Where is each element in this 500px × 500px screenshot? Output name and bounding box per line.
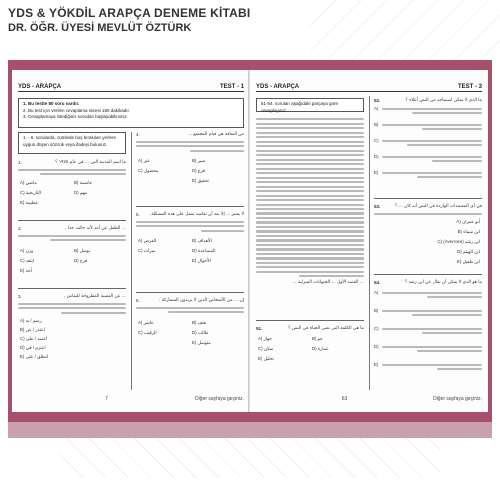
option-e[interactable]: E) أخذ: [20, 267, 32, 273]
question-text: ما الذي لا يمكن استنتاجه من النص أعلاه ؟: [405, 98, 482, 103]
question-2: [18, 226, 126, 278]
question-1: [18, 160, 126, 210]
option-e[interactable]: E) تحليل: [258, 356, 274, 362]
option-c[interactable]: C) سكن: [258, 346, 274, 352]
page-subject: YDS - ARAPÇA: [256, 84, 300, 90]
option-d[interactable]: D): [374, 154, 379, 160]
option-b[interactable]: B) توسل: [74, 247, 91, 253]
page-number: 63: [341, 396, 348, 402]
option-e[interactable]: E) عظيمة: [20, 199, 39, 205]
option-e[interactable]: E) تحقيق: [192, 178, 209, 184]
test-number: TEST - 1: [219, 84, 244, 90]
page-header: [18, 82, 244, 92]
option-a[interactable]: A) عبر: [138, 158, 150, 164]
option-d[interactable]: D) مهم: [74, 189, 88, 195]
question-53: [374, 204, 482, 269]
question-5: [136, 212, 244, 270]
option-c[interactable]: C) التاريخية: [20, 189, 41, 195]
question-4: [136, 132, 244, 188]
option-b[interactable]: B) عاصمة: [74, 179, 93, 185]
page-header: [256, 82, 482, 92]
rule-item: 2. Bu test için verilen cevaplama süresi 180 dakikadır.: [23, 107, 131, 113]
option-a[interactable]: A): [374, 290, 379, 296]
rule-item: 3. Cevaplamaya istediğiniz sorudan başlayabilirsiniz.: [23, 114, 129, 119]
question-number: 6.: [136, 298, 140, 303]
decorative-pattern: [310, 0, 500, 60]
question-54: [374, 280, 482, 386]
option-e[interactable]: E) ابن طفيل: [457, 259, 480, 265]
book-frame-bottom: [8, 422, 492, 438]
question-text: في أي المعتمدات الواردة في النص أنه كان ... ؟: [394, 204, 482, 209]
option-e[interactable]: E): [374, 362, 379, 368]
page-footer: [18, 396, 244, 402]
question-text: ما اسم المدينة التي ... في عام ١٩٧٥ ؟: [55, 160, 126, 165]
option-b[interactable]: B) جو: [312, 336, 323, 342]
option-a[interactable]: A) أبو عمران: [456, 219, 480, 225]
option-e[interactable]: E): [374, 170, 379, 176]
option-c[interactable]: C) ميراث: [138, 248, 156, 254]
next-page-label: Diğer sayfaya geçiniz.: [433, 396, 482, 402]
option-c[interactable]: C) ابتعد: [20, 257, 35, 263]
question-text: ... الطفل عن أمه لأنه خائف جدا .: [64, 226, 126, 231]
instruction-box: 51-54. soruları aşağıdaki parçaya göre cevaplayınız.: [256, 98, 364, 112]
option-b[interactable]: B) اعتذر / عن: [20, 327, 45, 333]
question-text: ... عن القضية المطروحة للنقاش .: [63, 294, 126, 299]
option-c[interactable]: C) اعتمد / على: [20, 336, 48, 342]
option-c[interactable]: C) (Averroes) ابن رشد: [437, 239, 480, 245]
option-c[interactable]: C) محصول: [138, 168, 159, 174]
option-c[interactable]: C): [374, 326, 379, 332]
question-51: [256, 326, 364, 366]
next-page-label: Diğer sayfaya geçiniz.: [195, 396, 244, 402]
question-number: 52.: [374, 98, 381, 103]
question-3: [18, 294, 126, 364]
option-c[interactable]: C) الرقيب: [138, 329, 157, 335]
test-number: TEST - 3: [457, 84, 482, 90]
question-number: 53.: [374, 204, 381, 209]
question-number: 51.: [256, 326, 263, 331]
option-b[interactable]: B) الأهداف: [192, 238, 212, 244]
option-e[interactable]: E) انطلق / على: [20, 354, 49, 360]
option-d[interactable]: D) طالب: [192, 329, 209, 335]
instruction-box: 1. - 6. sorularda, cümlede boş bırakılan yerlere uygun düşen sözcük veya ifadeyi bulunuz.: [18, 132, 126, 154]
option-d[interactable]: D) فرح: [74, 257, 88, 263]
question-number: 3.: [18, 294, 22, 299]
question-text: لا يعتبر ... إلا بعد أن نقاشه يعمل على هذه المشكلة .: [148, 212, 244, 217]
option-b[interactable]: B): [374, 308, 379, 314]
option-a[interactable]: A) رسم / به: [20, 318, 42, 324]
option-a[interactable]: A): [374, 106, 379, 112]
rule-item: 1. Bu testte 80 soru vardır.: [23, 101, 80, 106]
option-d[interactable]: D) ابن الهيثم: [456, 249, 480, 255]
book-author: DR. ÖĞR. ÜYESİ MEVLÜT ÖZTÜRK: [8, 22, 192, 34]
left-page: [12, 70, 250, 412]
option-a[interactable]: A) الفرص: [138, 238, 157, 244]
option-d[interactable]: D): [374, 344, 379, 350]
question-6: [136, 298, 244, 352]
question-number: 2.: [18, 226, 22, 231]
page-number: 7: [105, 396, 108, 402]
page-subject: YDS - ARAPÇA: [18, 84, 62, 90]
option-b[interactable]: B) هتف: [192, 319, 206, 325]
option-d[interactable]: D) قرع: [192, 168, 206, 174]
book-title: YDS & YÖKDİL ARAPÇA DENEME KİTABI: [8, 6, 251, 20]
option-d[interactable]: D) المساعدة: [192, 248, 216, 254]
option-b[interactable]: B) ابن سيناء: [457, 229, 480, 235]
option-a[interactable]: A) عاشر: [138, 319, 154, 325]
option-b[interactable]: B) سير: [192, 158, 206, 164]
option-d[interactable]: D) عمارة: [312, 346, 329, 352]
option-e[interactable]: E) الأحوال: [192, 258, 211, 264]
question-text: ما هو الذي لا يمكن أن يقال عن ابن رشد ؟: [404, 280, 482, 285]
question-text: إن ... من الأشخاص الذين لا يريدون المشاركة .: [158, 298, 244, 303]
decorative-pattern-bottom: [60, 438, 440, 478]
passage-text: ... القصد الأول ... الحيوانات المنزلية ...: [292, 279, 364, 285]
option-a[interactable]: A) جهاز: [258, 336, 272, 342]
question-number: 1.: [18, 160, 22, 165]
question-number: 4.: [136, 132, 140, 137]
reading-passage: [256, 116, 364, 312]
option-b[interactable]: B): [374, 122, 379, 128]
question-52: [374, 98, 482, 186]
page-footer: [256, 396, 482, 402]
question-number: 5.: [136, 212, 140, 217]
rules-box: [18, 98, 244, 128]
option-a[interactable]: A) ماضي: [20, 179, 37, 185]
book-header: [8, 6, 308, 35]
option-d[interactable]: D) اعتزم / في: [20, 345, 46, 351]
question-text: من الثقافة هي قيام المجتمع ...: [187, 132, 244, 137]
right-page: [250, 70, 488, 412]
option-c[interactable]: C): [374, 138, 379, 144]
option-e[interactable]: E) متوسل: [192, 339, 211, 345]
question-text: ما هي الكلمة التي تعني الحياة في النص ؟: [288, 326, 364, 331]
question-number: 54.: [374, 280, 381, 285]
option-a[interactable]: A) وزن: [20, 247, 34, 253]
